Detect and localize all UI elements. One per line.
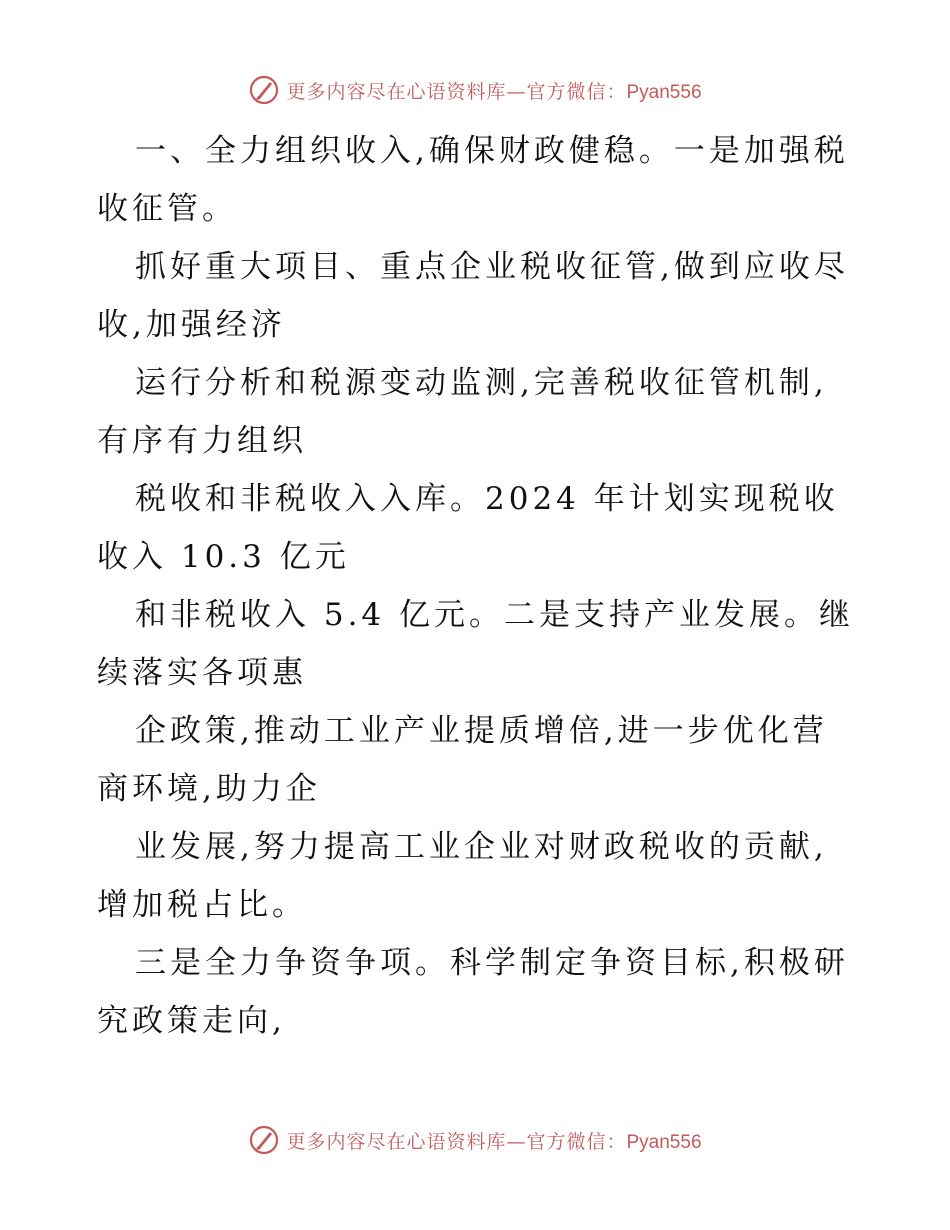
body-paragraph-2: 抓好重大项目、重点企业税收征管,做到应收尽收,加强经济 (97, 249, 849, 343)
watermark-text (286, 77, 701, 104)
document-body (97, 122, 857, 1050)
body-paragraph-3: 运行分析和税源变动监测,完善税收征管机制,有序有力组织 (97, 365, 828, 459)
body-paragraph-8: 三是全力争资争项。科学制定争资目标,积极研究政策走向, (97, 945, 849, 1039)
body-paragraph-7: 业发展,努力提高工业企业对财政税收的贡献,增加税占比。 (97, 829, 828, 923)
watermark-text (286, 1127, 701, 1154)
body-paragraph-4: 税收和非税收入入库。2024 年计划实现税收收入 10.3 亿元 (97, 481, 839, 575)
header-watermark (0, 70, 950, 110)
footer-watermark (0, 1120, 950, 1160)
body-paragraph-5: 和非税收入 5.4 亿元。二是支持产业发展。继续落实各项惠 (97, 597, 855, 691)
body-paragraph-1: 一、全力组织收入,确保财政健稳。一是加强税收征管。 (97, 133, 849, 227)
body-paragraph-6: 企政策,推动工业产业提质增倍,进一步优化营商环境,助力企 (97, 713, 828, 807)
quill-pen-logo-icon (248, 1124, 280, 1156)
watermark-wechat-id: Pyan556 (626, 1131, 702, 1153)
quill-pen-logo-icon (248, 74, 280, 106)
watermark-brand: 更多内容尽在心语资料库—官方微信： (286, 1130, 627, 1153)
watermark-wechat-id: Pyan556 (626, 81, 702, 103)
watermark-brand: 更多内容尽在心语资料库—官方微信： (286, 80, 627, 103)
